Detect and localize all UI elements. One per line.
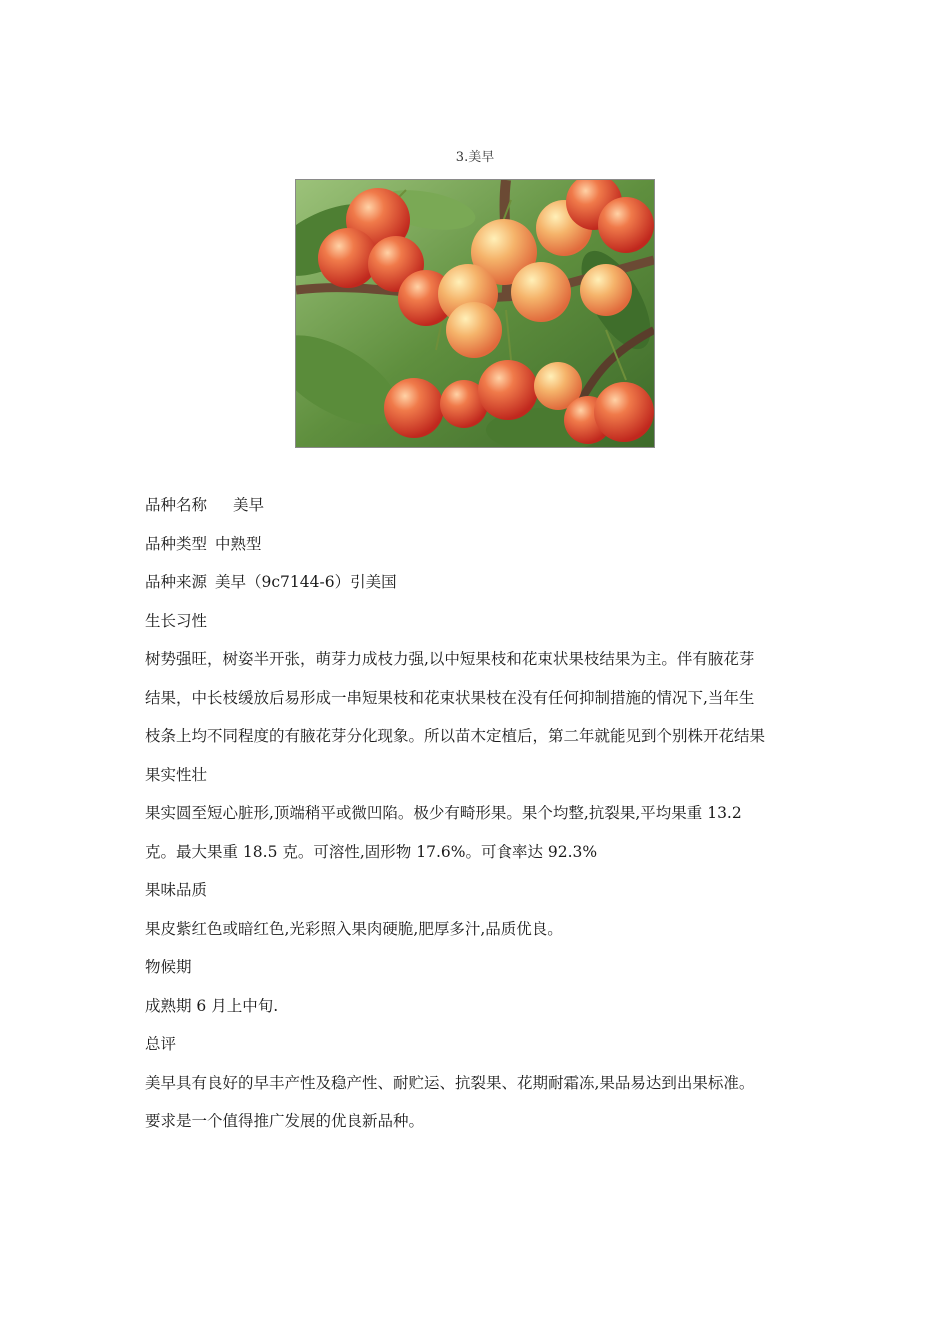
document-body [145, 486, 810, 1141]
section-title: 果味品质 [145, 881, 208, 899]
paragraph-line: 美早具有良好的早丰产性及稳产性、耐贮运、抗裂果、花期耐霜冻,果品易达到出果标准。 [145, 1073, 755, 1092]
paragraph-line: 果皮紫红色或暗红色,光彩照入果肉硬脆,肥厚多汁,品质优良。 [145, 919, 563, 938]
field-label: 品种来源 [145, 573, 208, 591]
section-title: 生长习性 [145, 611, 208, 630]
paragraph-line: 要求是一个值得推广发展的优良新品种。 [145, 1112, 425, 1130]
paragraph-line: 结果，中长枝缓放后易形成一串短果枝和花束状果枝在没有任何抑制措施的情况下,当年生 [145, 688, 755, 707]
field-origin [145, 563, 810, 602]
field-value: 中熟型 [215, 534, 262, 553]
field-label: 品种类型 [145, 534, 208, 553]
paragraph-line: 枝条上均不同程度的有腋花芽分化现象。所以苗木定植后，第二年就能见到个别株开花结果 [145, 727, 766, 745]
section-title: 果实性壮 [145, 765, 208, 784]
paragraph-line: 树势强旺，树姿半开张，萌芽力成枝力强,以中短果枝和花束状果枝结果为主。伴有腋花芽 [145, 650, 755, 668]
field-name [145, 486, 810, 525]
figure-caption: 3.美早 [455, 150, 495, 165]
field-type [145, 525, 810, 564]
paragraph-line: 果实圆至短心脏形,顶端稍平或微凹陷。极少有畸形果。果个均整,抗裂果,平均果重 13.2 [145, 804, 742, 822]
cherry-photo [295, 179, 655, 448]
section-title: 物候期 [145, 958, 192, 976]
field-value: 美早 [233, 496, 265, 514]
field-value: 美早（9c7144-6）引美国 [215, 573, 397, 591]
paragraph-line: 成熟期 6 月上中旬. [145, 996, 279, 1015]
field-label: 品种名称 [145, 496, 208, 514]
cherry-cluster-photo-icon [296, 180, 654, 447]
paragraph-line: 克。最大果重 18.5 克。可溶性,固形物 17.6%。可食率达 92.3% [145, 842, 598, 861]
section-title: 总评 [145, 1035, 177, 1053]
